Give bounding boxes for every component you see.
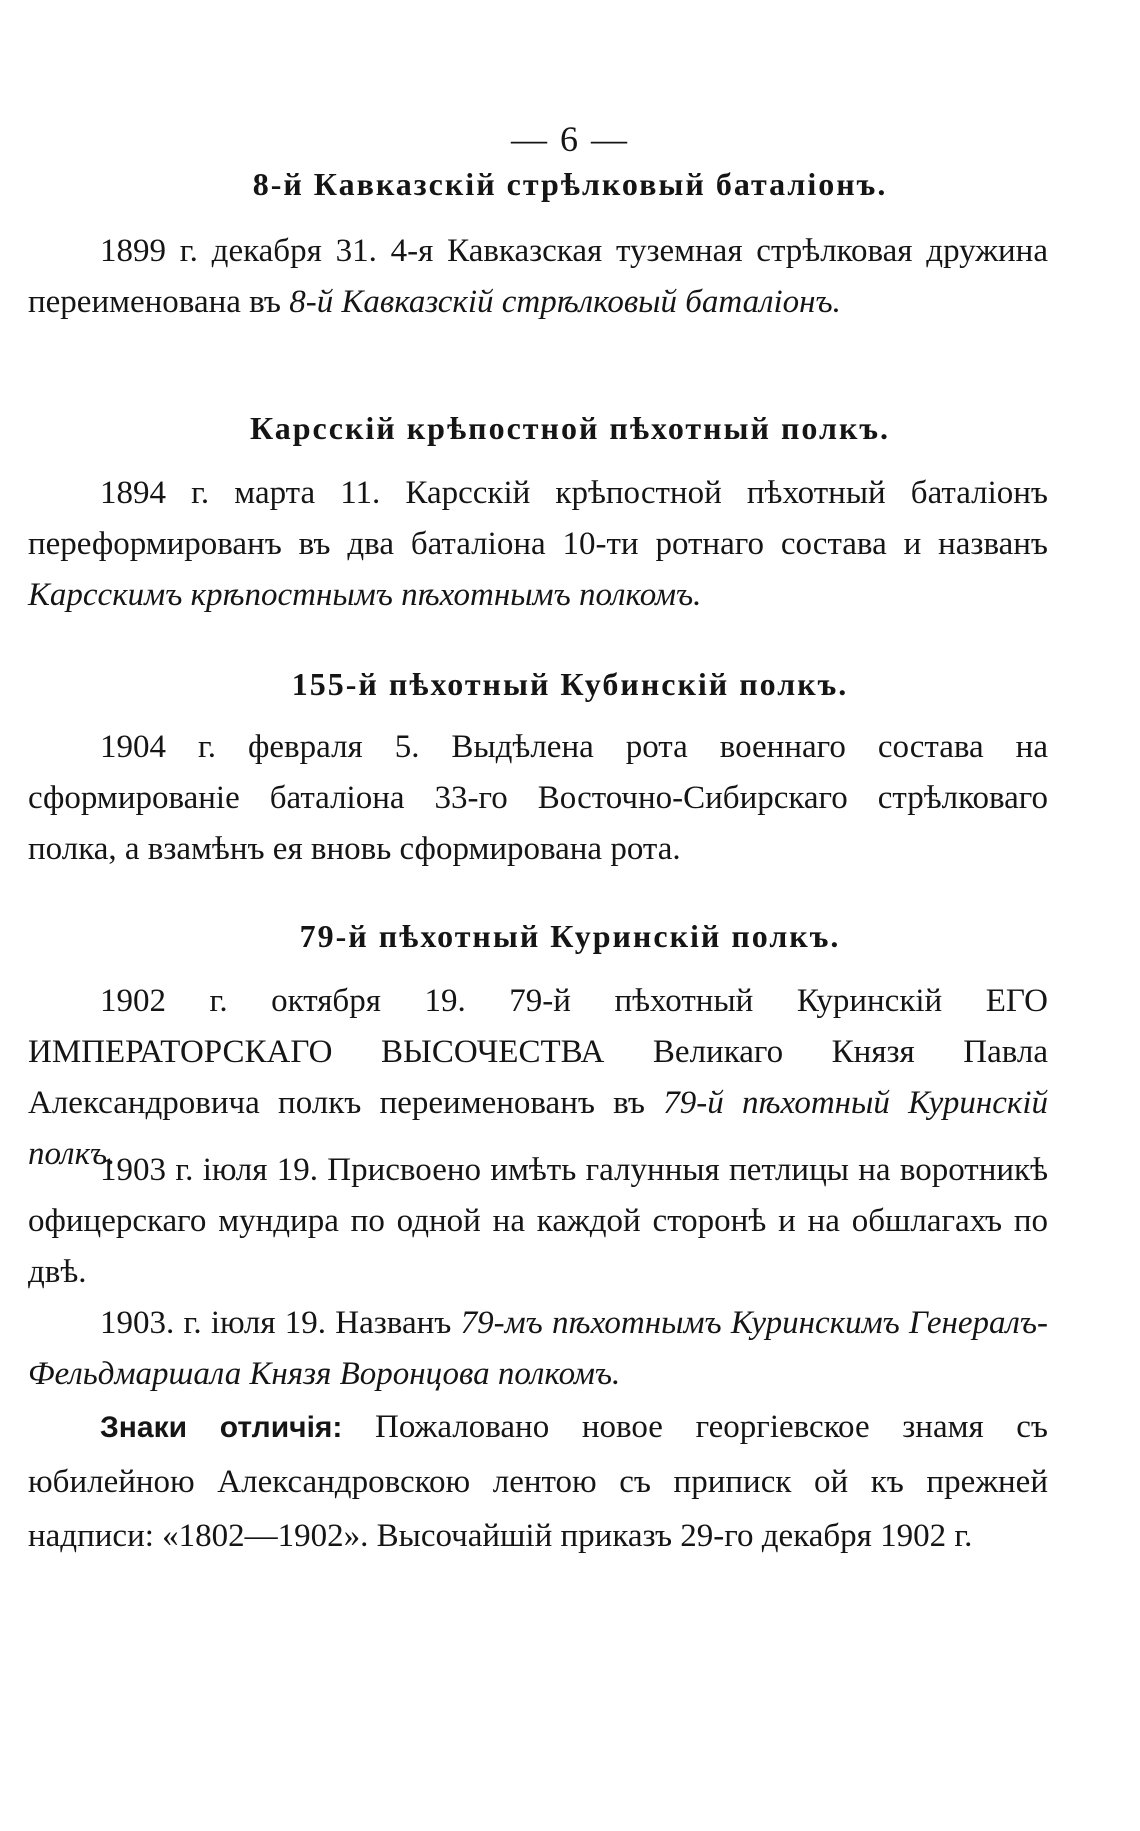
section-paragraph: 1904 г. февраля 5. Выдѣлена рота военнаго состава на сформированіе баталіона 33-го Восточно-Сибирскаго стрѣлковаго полка, а взамѣнъ ея вновь сформирована рота. — [28, 729, 1048, 867]
section-heading: 8-й Кавказскій стрѣлковый баталіонъ. — [252, 166, 888, 202]
page-number: — 6 — — [511, 119, 629, 159]
section-paragraph: 1903 г. іюля 19. Присвоено имѣть галунныя петлицы на воротникѣ офицерскаго мундира по одной на каждой сторонѣ и на обшлагахъ по двѣ. — [28, 1152, 1048, 1290]
paragraph-italic: Карсскимъ крѣпостнымъ пѣхотнымъ полкомъ. — [28, 577, 702, 613]
paragraph-italic: 79-мъ пѣхотнымъ Куринскимъ Генералъ-Фельдмаршала Князя Воронцова полкомъ. — [28, 1305, 1048, 1392]
paragraph-text: Пожаловано новое георгіевское знамя съ юбилейною Александровскою лентою съ приписк ой къ прежней надписи: «1802—1902». Высочайшій приказъ 29-го декабря 1902 г. — [28, 1409, 1048, 1554]
section-heading: 155-й пѣхотный Кубинскій полкъ. — [291, 666, 849, 702]
section-paragraph — [28, 468, 1048, 621]
paragraph-italic: 79-й пѣхотный Куринскій полкъ. — [28, 1085, 1048, 1172]
section-paragraph — [28, 1298, 1048, 1400]
paragraph-text: 1903. г. іюля 19. Названъ — [100, 1305, 461, 1341]
section-heading: 79-й пѣхотный Куринскій полкъ. — [299, 918, 841, 954]
paragraph-label: Знаки отличія: — [100, 1411, 343, 1444]
paragraph-text: 1894 г. марта 11. Карсскій крѣпостной пѣхотный баталіонъ переформированъ въ два баталіона 10-ти ротнаго состава и названъ — [28, 475, 1048, 562]
paragraph-italic: 8-й Кавказскій стрѣлковый баталіонъ. — [289, 284, 841, 320]
section-paragraph — [28, 1400, 1048, 1563]
section-paragraph — [28, 226, 1048, 328]
section-heading: Карсскій крѣпостной пѣхотный полкъ. — [249, 410, 891, 446]
paragraph-text: 1899 г. декабря 31. 4-я Кавказская туземная стрѣлковая дружина переименована въ — [28, 233, 1048, 320]
paragraph-text: 1902 г. октября 19. 79-й пѣхотный Куринскій ЕГО ИМПЕРАТОРСКАГО ВЫСОЧЕСТВА Великаго Князя Павла Александровича полкъ переименованъ въ — [28, 983, 1048, 1121]
